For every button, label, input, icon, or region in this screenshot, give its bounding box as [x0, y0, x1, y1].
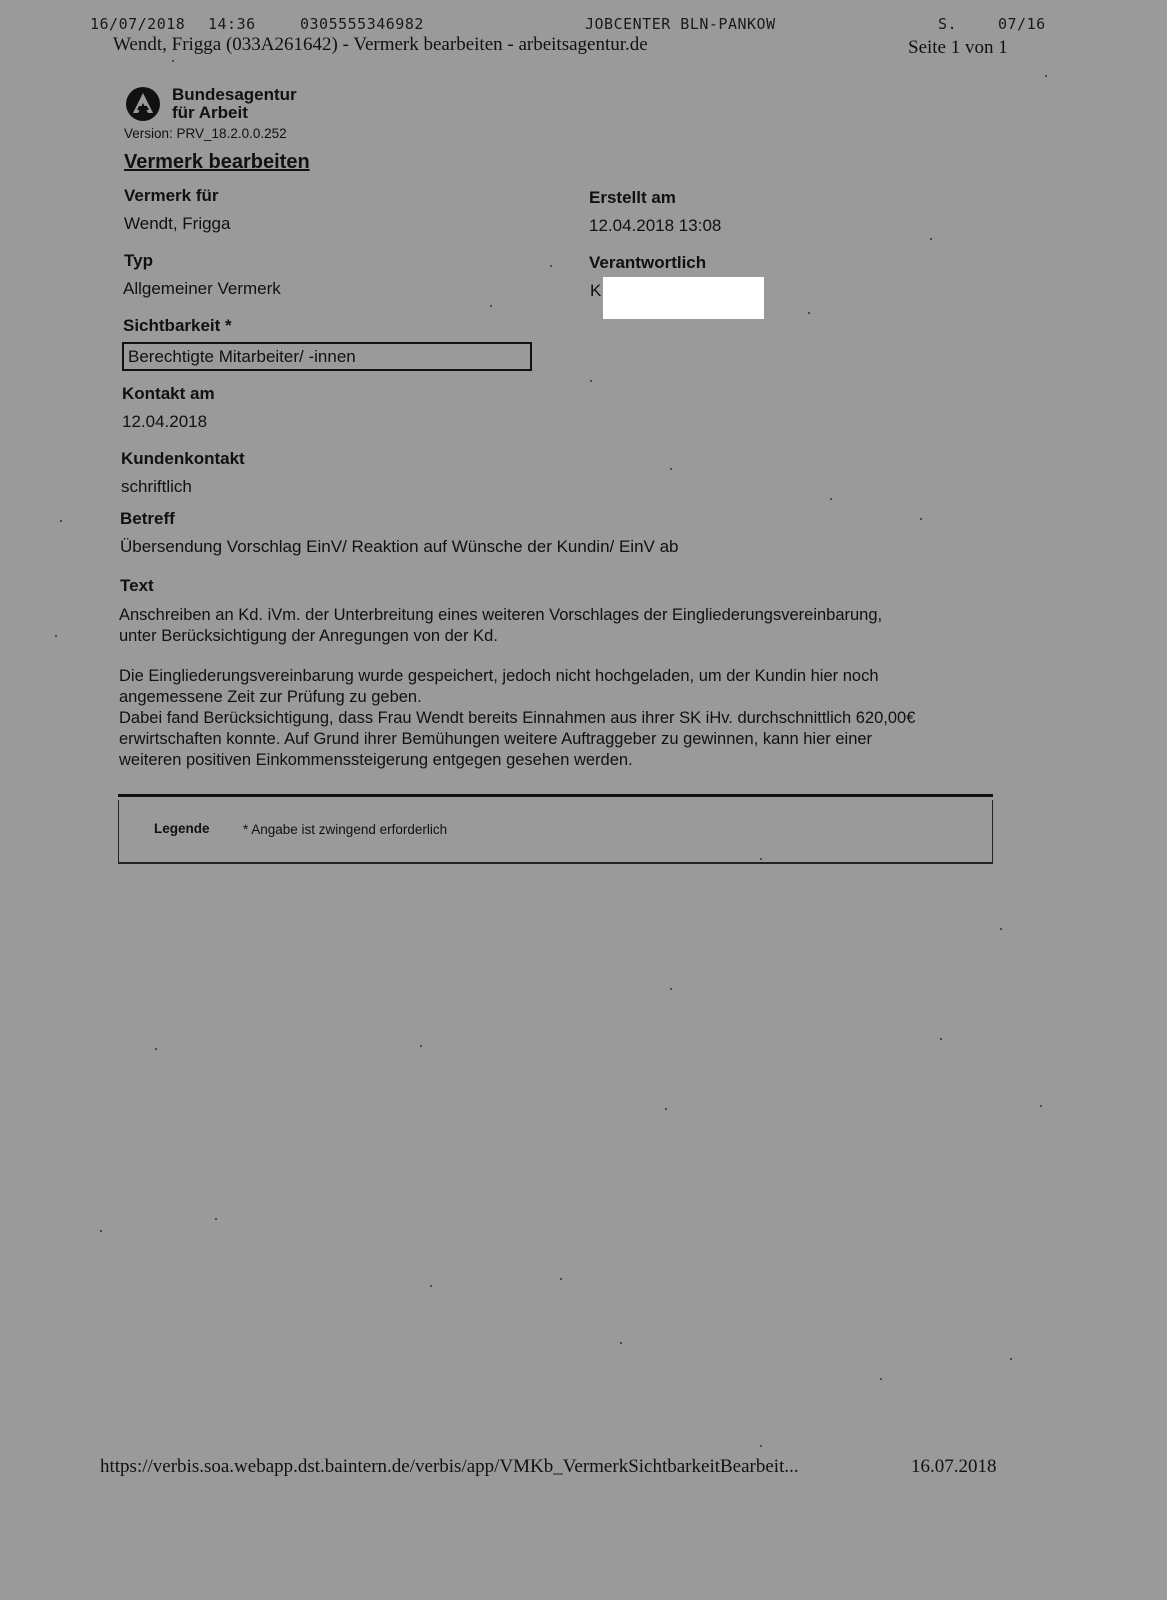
- vermerk-fuer-label: Vermerk für: [124, 186, 219, 205]
- text-line: erwirtschaften konnte. Auf Grund ihrer Bemühungen weitere Auftraggeber zu gewinnen, kann hier einer: [119, 730, 873, 748]
- text-line: Anschreiben an Kd. iVm. der Unterbreitung eines weiteren Vorschlages der Eingliederungsvereinbarung,: [119, 606, 883, 624]
- vermerk-fuer-value: Wendt, Frigga: [124, 214, 231, 233]
- fax-page-label: S.: [938, 15, 958, 33]
- kundenkontakt-value: schriftlich: [121, 477, 192, 496]
- sichtbarkeit-label: Sichtbarkeit *: [123, 316, 232, 335]
- text-block: [119, 605, 1019, 771]
- print-page-info: Seite 1 von 1: [908, 37, 1008, 58]
- text-line: unter Berücksichtigung der Anregungen von der Kd.: [119, 627, 498, 645]
- text-label: Text: [120, 576, 154, 595]
- kundenkontakt-label: Kundenkontakt: [121, 449, 245, 468]
- text-line: angemessene Zeit zur Prüfung zu geben.: [119, 688, 422, 706]
- footer-date: 16.07.2018: [911, 1456, 997, 1477]
- kontakt-am-label: Kontakt am: [122, 384, 215, 403]
- text-line: Die Eingliederungsvereinbarung wurde gespeichert, jedoch nicht hochgeladen, um der Kundin hier noch: [119, 667, 879, 685]
- ba-logo-icon: [125, 86, 161, 122]
- legend-text: * Angabe ist zwingend erforderlich: [243, 822, 448, 837]
- sichtbarkeit-select[interactable]: [122, 342, 532, 371]
- brand-name: [172, 86, 297, 122]
- erstellt-am-label: Erstellt am: [589, 188, 676, 207]
- redaction-box: [603, 277, 764, 319]
- footer-url: https://verbis.soa.webapp.dst.baintern.de/verbis/app/VMKb_VermerkSichtbarkeitBearbeit...: [100, 1456, 799, 1477]
- legend-box: [118, 800, 993, 864]
- betreff-value: Übersendung Vorschlag EinV/ Reaktion auf Wünsche der Kundin/ EinV ab: [120, 537, 679, 556]
- kontakt-am-value: 12.04.2018: [122, 412, 208, 431]
- betreff-label: Betreff: [120, 509, 175, 528]
- legend-label: Legende: [154, 821, 210, 836]
- erstellt-am-value: 12.04.2018 13:08: [589, 216, 722, 235]
- fax-sender: JOBCENTER BLN-PANKOW: [585, 15, 776, 33]
- fax-page: 07/16: [998, 15, 1046, 33]
- version-text: Version: PRV_18.2.0.0.252: [124, 126, 287, 141]
- page-title: Vermerk bearbeiten: [124, 151, 310, 173]
- text-line: weiteren positiven Einkommenssteigerung entgegen gesehen werden.: [119, 751, 633, 769]
- ba-logo: [125, 86, 161, 127]
- typ-value: Allgemeiner Vermerk: [123, 279, 281, 298]
- sichtbarkeit-value: Berechtigte Mitarbeiter/ -innen: [128, 347, 356, 366]
- print-title: Wendt, Frigga (033A261642) - Vermerk bearbeiten - arbeitsagentur.de: [113, 34, 648, 55]
- verantwortlich-label: Verantwortlich: [589, 253, 707, 272]
- fax-time: 14:36: [208, 15, 256, 33]
- text-line: Dabei fand Berücksichtigung, dass Frau Wendt bereits Einnahmen aus ihrer SK iHv. durchschnittlich 620,00€: [119, 709, 916, 727]
- fax-number: 0305555346982: [300, 15, 424, 33]
- brand-line1: Bundesagentur: [172, 85, 297, 104]
- fax-header: [90, 15, 1050, 35]
- typ-label: Typ: [124, 251, 153, 270]
- fax-date: 16/07/2018: [90, 15, 186, 33]
- legend-divider: [118, 794, 993, 797]
- verantwortlich-value: K: [590, 281, 602, 300]
- brand-line2: für Arbeit: [172, 103, 248, 122]
